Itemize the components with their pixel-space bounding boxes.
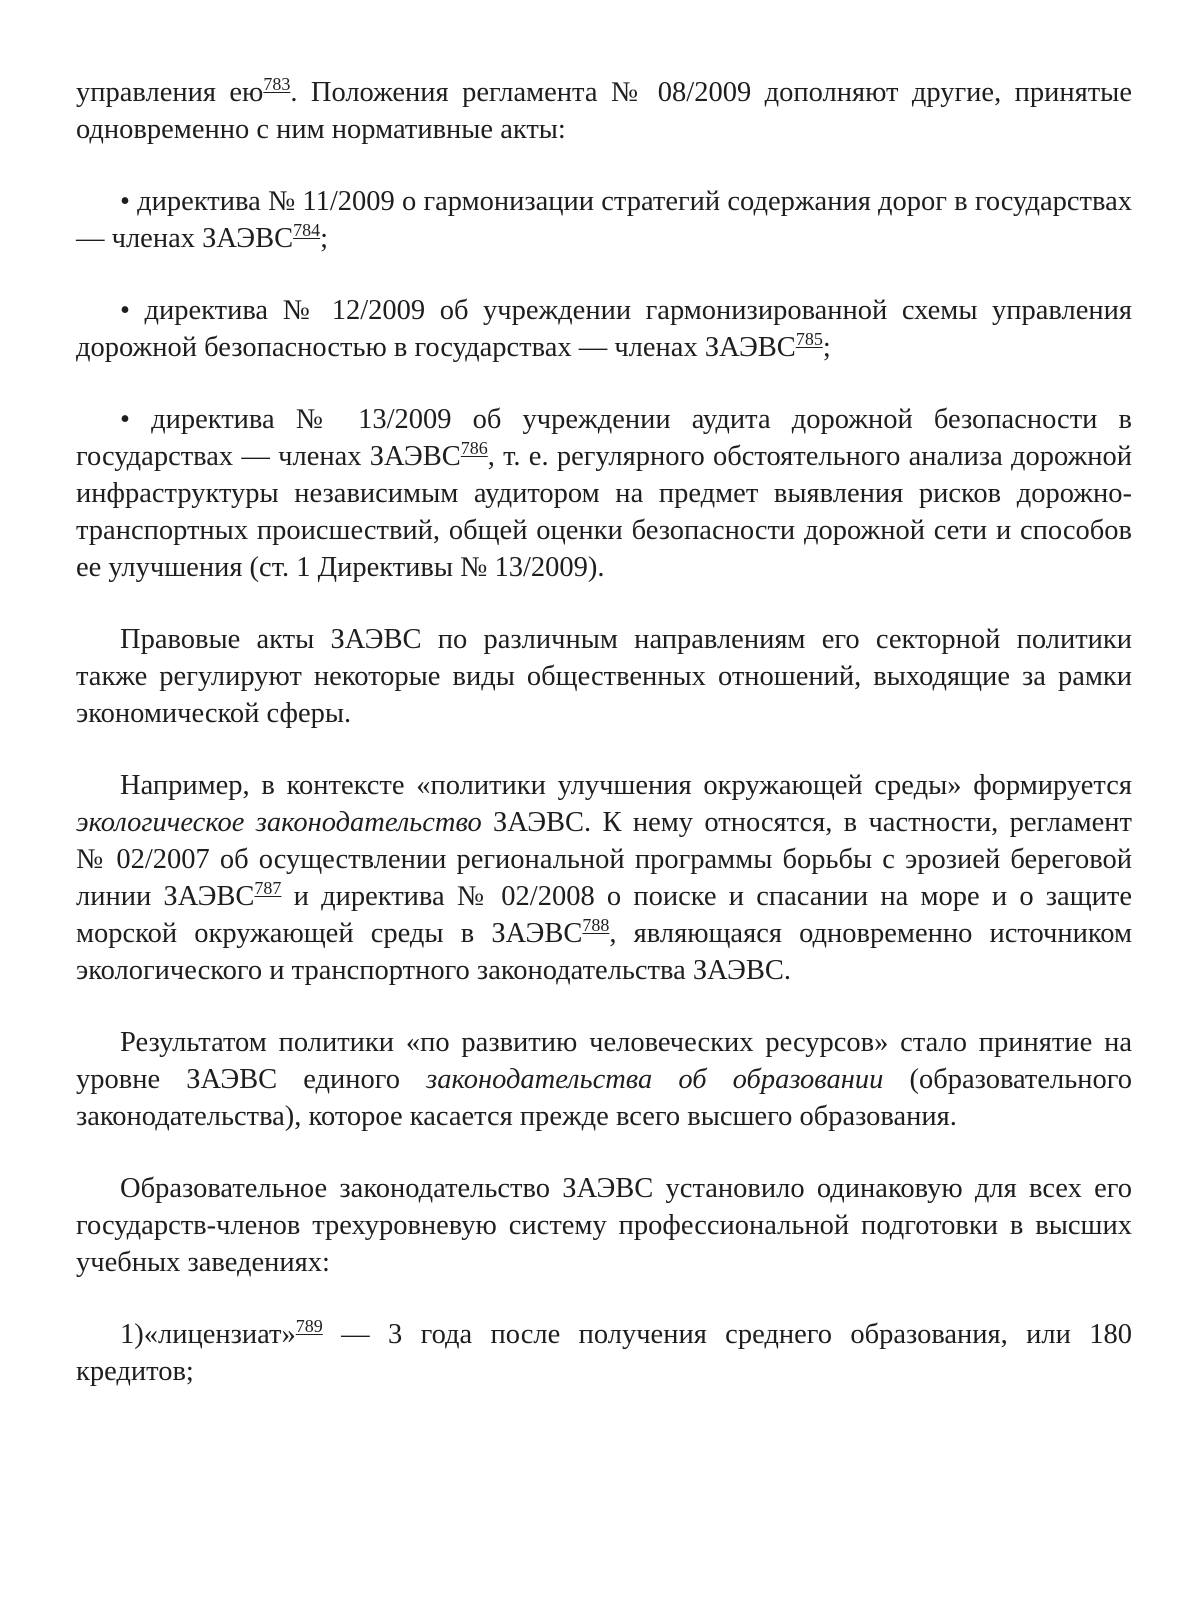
paragraph-p2 <box>76 183 1132 257</box>
emphasized-term: экологическое законодательство <box>76 807 482 838</box>
paragraph-p6 <box>76 767 1132 989</box>
paragraph-p7 <box>76 1024 1132 1135</box>
paragraph-text: Результатом политики «по развитию человеческих ресурсов» стало принятие на уровне ЗАЭВС единого <box>76 1027 1132 1095</box>
paragraph-text: , являющаяся одновременно источником экологического и транспортного законодательства ЗАЭВС. <box>76 918 1132 986</box>
footnote-link-786[interactable]: 786 <box>460 438 488 458</box>
paragraph-text: (образовательного законодательства), которое касается прежде всего высшего образования. <box>76 1064 1132 1132</box>
paragraph-text: ; <box>822 332 831 363</box>
paragraph-p8 <box>76 1170 1132 1281</box>
paragraph-text: ; <box>320 223 329 254</box>
paragraph-text: управления ею <box>76 77 264 108</box>
paragraph-text: ЗАЭВС. К нему относятся, в частности, регламент № 02/2007 об осуществлении региональной программы борьбы с эрозией береговой линии ЗАЭВС <box>76 807 1133 912</box>
footnote-link-783[interactable]: 783 <box>263 74 291 94</box>
paragraph-p4 <box>76 401 1132 586</box>
paragraph-text: Образовательное законодательство ЗАЭВС установило одинаковую для всех его государств-членов трехуровневую систему профессиональной подготовки в высших учебных заведениях: <box>76 1173 1132 1278</box>
paragraph-text: Правовые акты ЗАЭВС по различным направлениям его секторной политики также регулируют некоторые виды общественных отношений, выходящие за рамки экономической сферы. <box>76 624 1132 729</box>
paragraph-text: • директива № 11/2009 о гармонизации стратегий содержания дорог в государствах — членах ЗАЭВС <box>76 186 1132 254</box>
paragraph-text: . Положения регламента № 08/2009 дополняют другие, принятые одновременно с ним нормативные акты: <box>76 77 1132 145</box>
paragraph-p9 <box>76 1316 1132 1390</box>
paragraph-text: и директива № 02/2008 о поиске и спасании на море и о защите морской окружающей среды в ЗАЭВС <box>76 881 1132 949</box>
paragraph-p1 <box>76 74 1132 148</box>
footnote-link-785[interactable]: 785 <box>795 329 823 349</box>
paragraph-text: — 3 года после получения среднего образования, или 180 кредитов; <box>76 1319 1132 1387</box>
paragraph-text: • директива № 13/2009 об учреждении аудита дорожной безопасности в государствах — членах ЗАЭВС <box>76 404 1132 472</box>
footnote-link-789[interactable]: 789 <box>295 1316 323 1336</box>
paragraph-text: • директива № 12/2009 об учреждении гармонизированной схемы управления дорожной безопасностью в государствах — членах ЗАЭВС <box>76 295 1132 363</box>
paragraph-text: Например, в контексте «политики улучшения окружающей среды» формируется <box>120 770 1132 801</box>
paragraph-p5 <box>76 621 1132 732</box>
footnote-link-784[interactable]: 784 <box>293 220 321 240</box>
emphasized-term: законодательства об образовании <box>426 1064 884 1095</box>
paragraph-text: , т. е. регулярного обстоятельного анализа дорожной инфраструктуры независимым аудитором на предмет выявления рисков дорожно-транспортных происшествий, общей оценки безопасности дорожной сети и способов ее улучшения (ст. 1 Директивы № 13/2009). <box>76 441 1132 583</box>
footnote-link-787[interactable]: 787 <box>254 878 282 898</box>
document-body <box>76 74 1132 1390</box>
paragraph-p3 <box>76 292 1132 366</box>
paragraph-text: 1)«лицензиат» <box>120 1319 296 1350</box>
footnote-link-788[interactable]: 788 <box>582 915 610 935</box>
